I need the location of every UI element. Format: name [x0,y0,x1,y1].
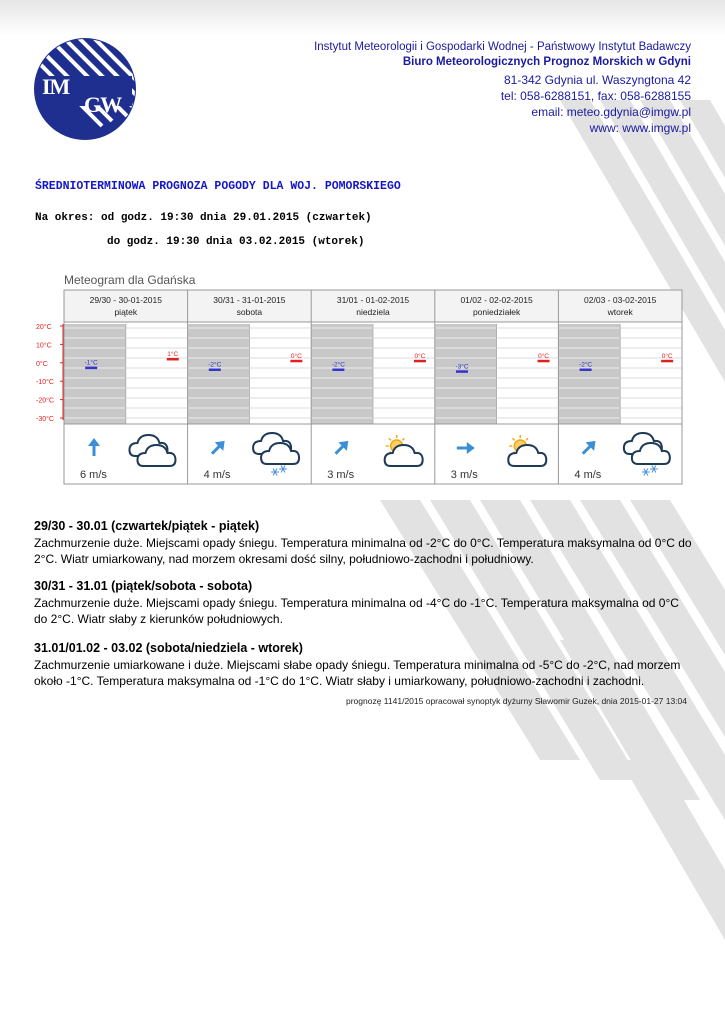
tmin-marker [85,367,97,370]
tmin-marker [580,368,592,371]
tmax-marker [661,360,673,363]
day-date-label: 02/03 - 03-02-2015 [584,295,657,305]
night-shade [435,324,497,424]
imgw-logo [32,36,138,142]
y-tick-label: -10°C [36,379,54,387]
bureau-name: Biuro Meteorologicznych Prognoz Morskich w Gdyni [402,56,691,68]
y-tick-label: 10°C [36,342,52,350]
tmax-label: 1°C [167,350,179,358]
tmax-marker [167,358,179,361]
document-title: ŚREDNIOTERMINOWA PROGNOZA POGODY DLA WOJ. POMORSKIEGO [35,180,401,193]
section-text: Zachmurzenie duże. Miejscami opady śniegu. Temperatura minimalna od -2°C do 0°C. Temperatura maksymalna od 0°C do 2°C. Wiatr umiarkowany, nad morzem okresami dość silny, południowo-zachodni i południowy. [34,536,692,566]
meteogram [34,266,690,496]
email-link[interactable]: email: meteo.gdynia@imgw.pl [531,105,691,119]
night-shade [188,324,250,424]
wind-speed-label: 4 m/s [574,469,602,481]
day-date-label: 31/01 - 01-02-2015 [336,295,410,305]
day-weekday-label: niedziela [356,307,390,317]
day-weekday-label: piątek [114,307,138,317]
tmax-label: 0°C [290,352,302,360]
section-text: Zachmurzenie duże. Miejscami opady śniegu. Temperatura minimalna od -4°C do -1°C. Temperatura maksymalna od 0°C do 2°C. Wiatr słaby z kierunków południowych. [34,596,679,626]
day-weekday-label: wtorek [607,307,633,317]
wind-speed-label: 3 m/s [450,469,478,481]
tmin-label: -2°C [208,361,222,369]
phone-fax[interactable]: tel: 058-6288151, fax: 058-6288155 [500,89,691,103]
section-text: Zachmurzenie umiarkowane i duże. Miejscami słabe opady śniegu. Temperatura minimalna od -5°C do -2°C, nad morzem około -1°C. Temperatura maksymalna od -1°C do 1°C. Wiatr słaby i umiarkowany, południowo-zachodni i zachodni. [34,658,681,688]
tmin-marker [456,370,468,373]
day-date-label: 29/30 - 30-01-2015 [89,295,162,305]
tmin-label: -3°C [455,363,469,371]
section-title: 30/31 - 31.01 (piątek/sobota - sobota) [34,579,253,593]
section-title: 31.01/01.02 - 03.02 (sobota/niedziela - wtorek) [34,641,303,655]
wind-speed-label: 4 m/s [203,469,231,481]
forecast-section [34,640,694,689]
www-link[interactable]: www: www.imgw.pl [589,121,691,135]
period-to: do godz. 19:30 dnia 03.02.2015 (wtorek) [107,236,365,248]
day-date-label: 01/02 - 02-02-2015 [460,295,533,305]
tmax-marker [290,360,302,363]
y-tick-label: -20°C [36,397,54,405]
wind-speed-label: 3 m/s [327,469,355,481]
tmax-marker [538,360,550,363]
address: 81-342 Gdynia ul. Waszyngtona 42 [503,73,691,87]
night-shade [558,324,620,424]
forecast-section [34,578,694,627]
night-shade [311,324,373,424]
tmin-marker [209,368,221,371]
night-shade [64,324,126,424]
svg-text:GW: GW [84,92,122,117]
day-weekday-label: poniedziałek [472,307,521,317]
tmax-label: 0°C [661,352,673,360]
institute-name: Instytut Meteorologii i Gospodarki Wodnej - Państwowy Instytut Badawczy [314,41,691,53]
tmin-label: -2°C [579,361,593,369]
tmax-label: 0°C [414,352,426,360]
y-tick-label: -30°C [36,416,54,423]
tmax-marker [414,360,426,363]
y-tick-label: 0°C [36,360,48,368]
period-from: Na okres: od godz. 19:30 dnia 29.01.2015 (czwartek) [35,212,372,224]
forecast-section [34,518,694,567]
tmin-label: -2°C [331,361,345,369]
meteogram-title: Meteogram dla Gdańska [64,273,196,287]
tmin-label: -1°C [84,359,98,367]
svg-text:IM: IM [42,74,70,99]
forecast-author-note: prognozę 1141/2015 opracował synoptyk dyżurny Sławomir Guzek, dnia 2015-01-27 13:04 [346,696,687,706]
tmax-label: 0°C [538,352,550,360]
section-title: 29/30 - 30.01 (czwartek/piątek - piątek) [34,519,260,533]
y-tick-label: 20°C [36,324,52,331]
day-date-label: 30/31 - 31-01-2015 [213,295,286,305]
day-weekday-label: sobota [236,307,263,317]
wind-speed-label: 6 m/s [80,469,107,481]
tmin-marker [332,368,344,371]
